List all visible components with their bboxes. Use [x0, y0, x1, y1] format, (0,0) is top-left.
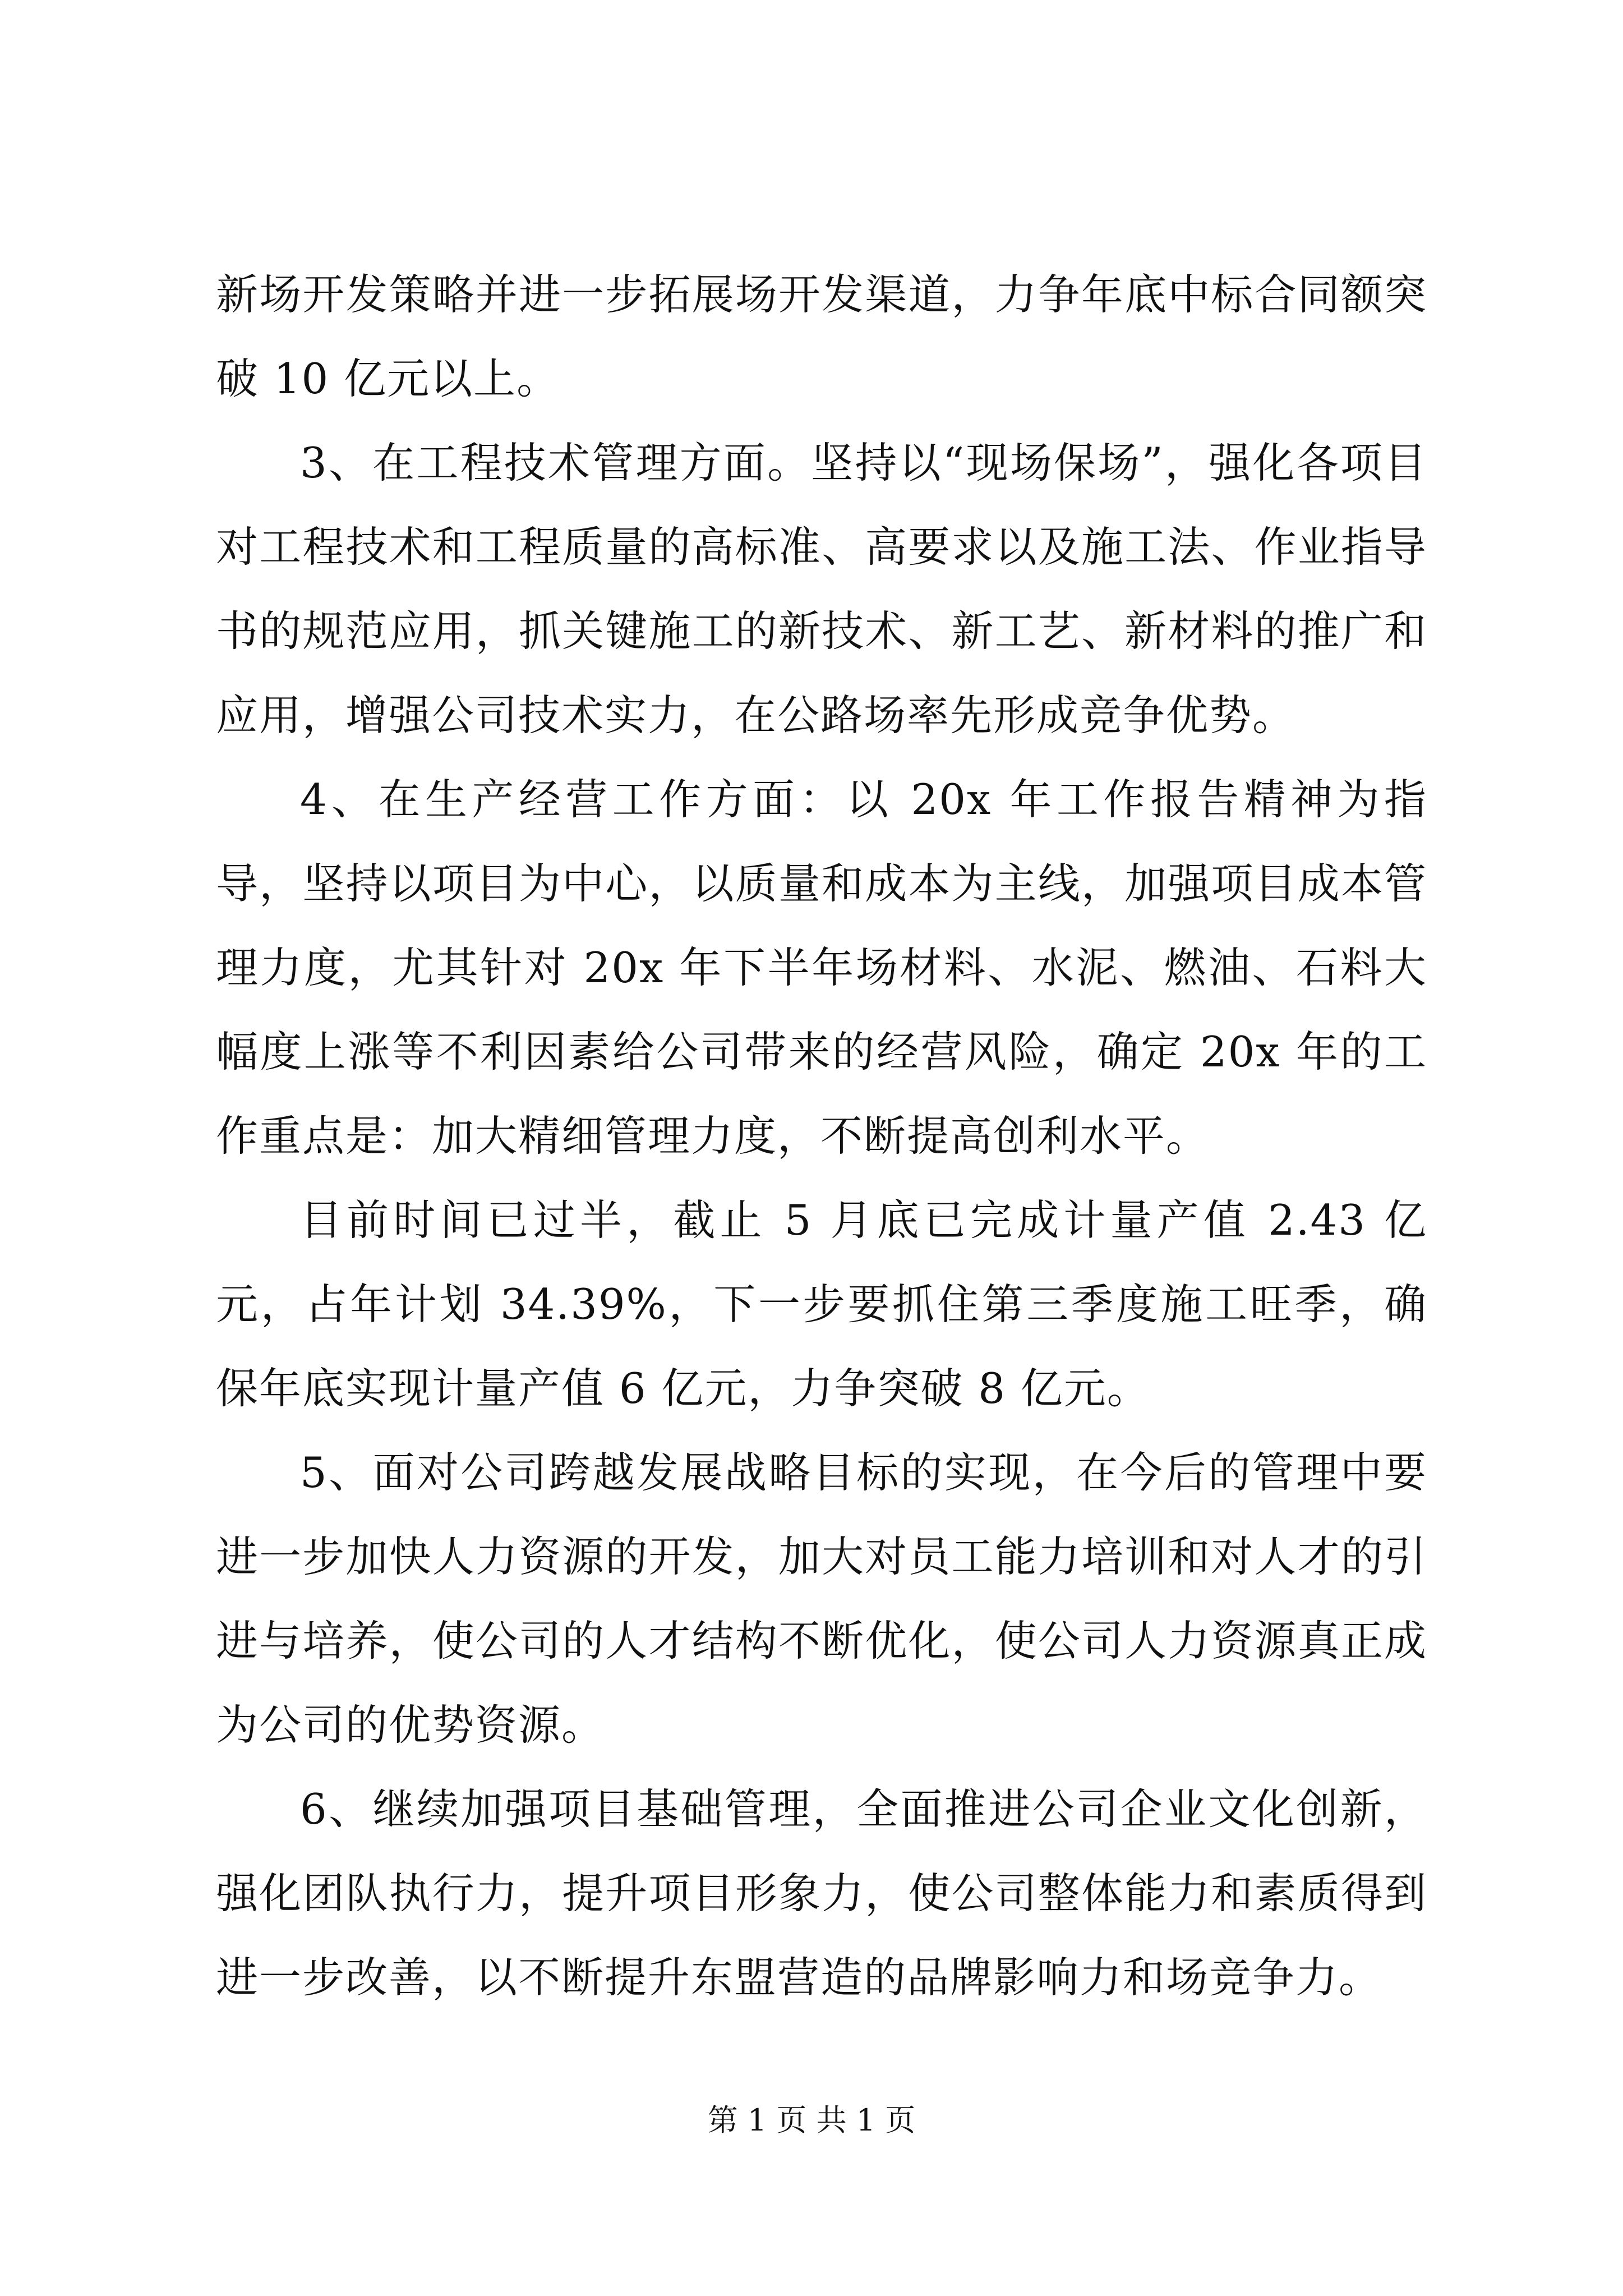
paragraph-progress: 目前时间已过半，截止 5 月底已完成计量产值 2.43 亿元，占年计划 34.39%，下一步要抓住第三季度施工旺季，确保年底实现计量产值 6 亿元，力争突破 8 亿元。	[216, 1195, 1427, 1413]
paragraph-continuation: 新场开发策略并进一步拓展场开发渠道，力争年底中标合同额突破 10 亿元以上。	[216, 270, 1427, 403]
paragraph-item-4: 4、在生产经营工作方面：以 20x 年工作报告精神为指导，坚持以项目为中心，以质量和成本为主线，加强项目成本管理力度，尤其针对 20x 年下半年场材料、水泥、燃油、石料大幅度上涨等不利因素给公司带来的经营风险，确定 20x 年的工作重点是：加大精细管理力度，不断提高创利水平。	[216, 775, 1427, 1161]
paragraph-item-3: 3、在工程技术管理方面。坚持以“现场保场”，强化各项目对工程技术和工程质量的高标准、高要求以及施工法、作业指导书的规范应用，抓关键施工的新技术、新工艺、新材料的推广和应用，增强公司技术实力，在公路场率先形成竞争优势。	[216, 438, 1427, 740]
paragraph-item-5: 5、面对公司跨越发展战略目标的实现，在今后的管理中要进一步加快人力资源的开发，加大对员工能力培训和对人才的引进与培养，使公司的人才结构不断优化，使公司人力资源真正成为公司的优势资源。	[216, 1448, 1427, 1750]
paragraph-item-6: 6、继续加强项目基础管理，全面推进公司企业文化创新，强化团队执行力，提升项目形象力，使公司整体能力和素质得到进一步改善，以不断提升东盟营造的品牌影响力和场竞争力。	[216, 1784, 1427, 2002]
document-body	[216, 252, 1427, 2019]
page-number-footer: 第 1 页 共 1 页	[707, 2102, 916, 2138]
